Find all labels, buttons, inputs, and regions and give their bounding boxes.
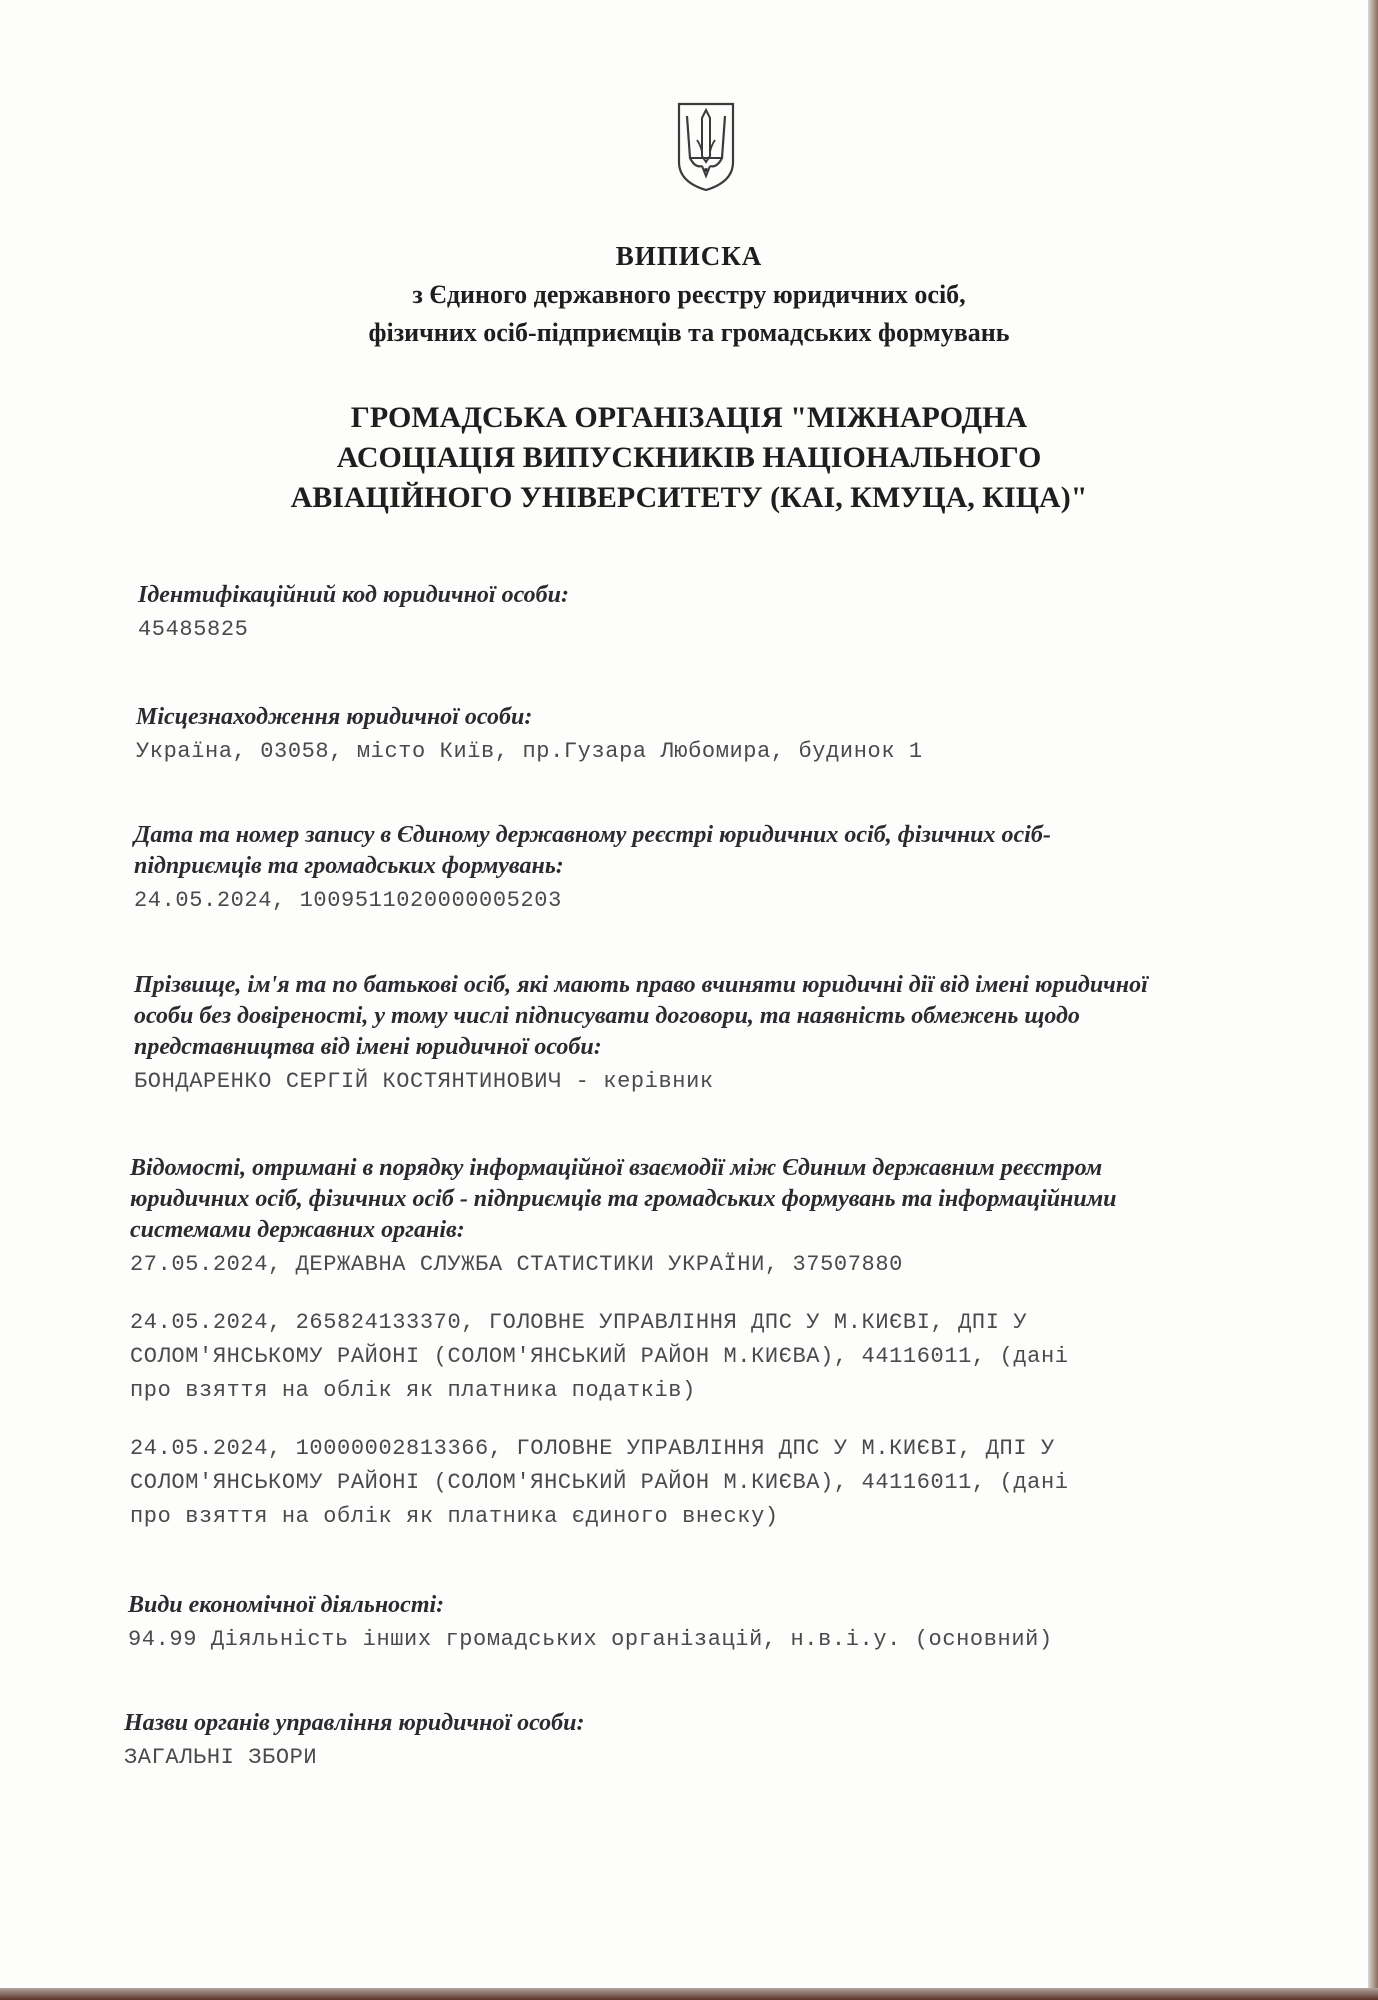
- interaction-entry-3-line-1: 24.05.2024, 10000002813366, ГОЛОВНЕ УПРАВЛІННЯ ДПС У М.КИЄВІ, ДПІ У: [130, 1436, 1055, 1461]
- field-representatives: [134, 970, 1284, 1099]
- location-label: Місцезнаходження юридичної особи:: [136, 704, 533, 730]
- governing-bodies-value: ЗАГАЛЬНІ ЗБОРИ: [124, 1745, 318, 1770]
- page-edge-bottom: [0, 1988, 1378, 2000]
- field-governing-bodies: [124, 1708, 1274, 1775]
- document-subtitle-line-2: фізичних осіб-підприємців та громадських формувань: [368, 318, 1010, 347]
- representatives-label-line-1: Прізвище, ім'я та по батькові осіб, які мають право вчиняти юридичні дії від імені юридичної: [134, 972, 1148, 998]
- representatives-label-line-2: особи без довіреності, у тому числі підписувати договори, та наявність обмежень щодо: [134, 1003, 1080, 1029]
- interaction-entry-2: [130, 1306, 1280, 1408]
- organization-name: [0, 398, 1370, 518]
- interaction-entry-1-line-1: 27.05.2024, ДЕРЖАВНА СЛУЖБА СТАТИСТИКИ УКРАЇНИ, 37507880: [130, 1252, 903, 1277]
- field-id-code: [138, 580, 1288, 647]
- field-activities: [128, 1590, 1278, 1657]
- trident-emblem-icon: [675, 100, 737, 192]
- record-value: 24.05.2024, 1009511020000005203: [134, 888, 562, 913]
- id-code-value: 45485825: [138, 617, 249, 642]
- page-edge-right: [1368, 0, 1378, 2000]
- activities-value: 94.99 Діяльність інших громадських організацій, н.в.і.у. (основний): [128, 1627, 1053, 1652]
- interaction-label-line-1: Відомості, отримані в порядку інформаційної взаємодії між Єдиним державним реєстром: [130, 1155, 1103, 1181]
- interaction-entry-2-line-1: 24.05.2024, 265824133370, ГОЛОВНЕ УПРАВЛІННЯ ДПС У М.КИЄВІ, ДПІ У: [130, 1310, 1028, 1335]
- document-header: [0, 236, 1370, 352]
- record-label-line-2: підприємців та громадських формувань:: [134, 853, 564, 879]
- organization-name-line-2: АСОЦІАЦІЯ ВИПУСКНИКІВ НАЦІОНАЛЬНОГО: [336, 441, 1042, 474]
- interaction-entry-1: [130, 1248, 1280, 1282]
- interaction-entry-3-line-3: про взяття на облік як платника єдиного внеску): [130, 1504, 779, 1529]
- document-title: ВИПИСКА: [615, 241, 763, 271]
- organization-name-line-1: ГРОМАДСЬКА ОРГАНІЗАЦІЯ "МІЖНАРОДНА: [350, 401, 1028, 434]
- location-value: Україна, 03058, місто Київ, пр.Гузара Любомира, будинок 1: [136, 739, 923, 764]
- interaction-label-line-3: системами державних органів:: [130, 1217, 465, 1243]
- field-location: [136, 702, 1286, 769]
- interaction-entry-2-line-2: СОЛОМ'ЯНСЬКОМУ РАЙОНІ (СОЛОМ'ЯНСЬКИЙ РАЙОН М.КИЄВА), 44116011, (дані: [130, 1344, 1069, 1369]
- field-interaction: [130, 1153, 1280, 1534]
- representatives-value: БОНДАРЕНКО СЕРГІЙ КОСТЯНТИНОВИЧ - керівник: [134, 1069, 714, 1094]
- interaction-entry-2-line-3: про взяття на облік як платника податків): [130, 1378, 696, 1403]
- document-subtitle-line-1: з Єдиного державного реєстру юридичних осіб,: [412, 280, 966, 309]
- interaction-label-line-2: юридичних осіб, фізичних осіб - підприємців та громадських формувань та інформаційними: [130, 1186, 1117, 1212]
- id-code-label: Ідентифікаційний код юридичної особи:: [138, 582, 569, 608]
- organization-name-line-3: АВІАЦІЙНОГО УНІВЕРСИТЕТУ (КАІ, КМУЦА, КІЦА)": [290, 481, 1088, 514]
- field-record: [134, 820, 1284, 918]
- activities-label: Види економічної діяльності:: [128, 1592, 445, 1618]
- interaction-entry-3-line-2: СОЛОМ'ЯНСЬКОМУ РАЙОНІ (СОЛОМ'ЯНСЬКИЙ РАЙОН М.КИЄВА), 44116011, (дані: [130, 1470, 1069, 1495]
- representatives-label-line-3: представництва від імені юридичної особи:: [134, 1034, 602, 1060]
- governing-bodies-label: Назви органів управління юридичної особи:: [124, 1710, 585, 1736]
- record-label-line-1: Дата та номер запису в Єдиному державному реєстрі юридичних осіб, фізичних осіб-: [134, 822, 1051, 848]
- interaction-entry-3: [130, 1432, 1280, 1534]
